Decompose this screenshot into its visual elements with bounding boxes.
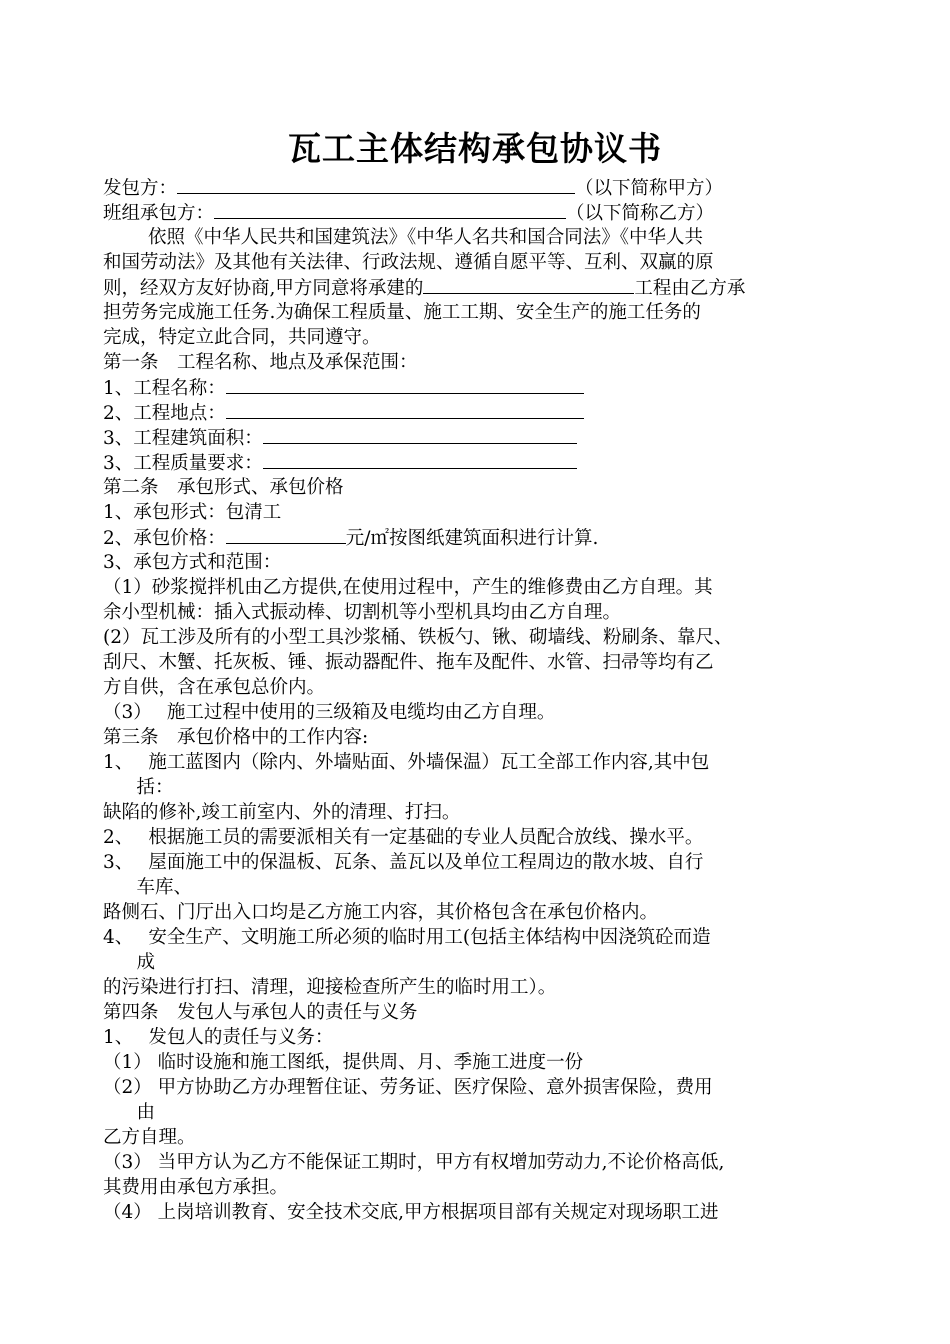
text-line: 的污染进行打扫、清理，迎接检查所产生的临时用工）。 — [103, 977, 557, 998]
text-line: 刮尺、木蟹、托灰板、锤、振动器配件、拖车及配件、水管、扫帚等均有乙 — [103, 652, 714, 673]
party-b-line — [103, 200, 714, 226]
intro-line: 完成，特定立此合同，共同遵守。 — [103, 327, 381, 348]
text-line: （1） 临时设施和施工图纸，提供周、月、季施工进度一份 — [103, 1052, 584, 1073]
text-line: 车库、 — [118, 877, 193, 898]
text-line: 缺陷的修补,竣工前室内、外的清理、打扫。 — [103, 802, 461, 823]
field-label: 2、工程地点： — [103, 403, 226, 424]
text-line: （2） 甲方协助乙方办理暂住证、劳务证、医疗保险、意外损害保险，费用 — [103, 1077, 713, 1098]
text-line: 其费用由承包方承担。 — [103, 1177, 289, 1198]
field-label: 3、工程建筑面积： — [103, 428, 263, 449]
unit-price-blank[interactable] — [226, 525, 346, 544]
text-line: 2、 根据施工员的需要派相关有一定基础的专业人员配合放线、操水平。 — [103, 827, 704, 848]
quality-requirement-blank[interactable] — [263, 450, 577, 469]
field-line — [103, 425, 577, 451]
field-label: 3、工程质量要求： — [103, 453, 263, 474]
field-line — [103, 525, 598, 551]
text-line: 方自供，含在承包总价内。 — [103, 677, 326, 698]
text-line: 路侧石、门厅出入口均是乙方施工内容，其价格包含在承包价格内。 — [103, 902, 659, 923]
text-line: （3） 当甲方认为乙方不能保证工期时，甲方有权增加劳动力,不论价格高低, — [103, 1152, 725, 1173]
party-b-suffix: （以下简称乙方） — [566, 203, 715, 224]
intro-line: 和国劳动法》及其他有关法律、行政法规、遵循自愿平等、互利、双赢的原 — [103, 252, 714, 273]
text-line: 1、 发包人的责任与义务： — [103, 1027, 334, 1048]
party-a-label: 发包方： — [103, 178, 178, 199]
document-title: 瓦工主体结构承包协议书 — [288, 129, 662, 168]
party-a-blank[interactable] — [177, 175, 575, 194]
text-line: 括： — [118, 777, 174, 798]
project-location-blank[interactable] — [226, 400, 584, 419]
party-b-label: 班组承包方： — [103, 203, 215, 224]
text-line: 由 — [118, 1102, 156, 1123]
text-line: 4、 安全生产、文明施工所必须的临时用工(包括主体结构中因浇筑砼而造 — [103, 927, 711, 948]
field-line — [103, 400, 584, 426]
field-label: 2、承包价格： — [103, 528, 226, 549]
text-line: 余小型机械：插入式振动棒、切割机等小型机具均由乙方自理。 — [103, 602, 622, 623]
party-a-line — [103, 175, 723, 201]
intro-text: 工程由乙方承 — [634, 278, 746, 299]
article-heading: 第二条 承包形式、承包价格 — [103, 477, 344, 498]
text-line: 乙方自理。 — [103, 1127, 196, 1148]
party-a-suffix: （以下简称甲方） — [575, 178, 724, 199]
field-suffix: 元/㎡按图纸建筑面积进行计算. — [345, 528, 599, 549]
field-label: 1、工程名称： — [103, 378, 226, 399]
party-b-blank[interactable] — [214, 200, 566, 219]
text-line: （1）砂浆搅拌机由乙方提供,在使用过程中，产生的维修费由乙方自理。其 — [103, 577, 713, 598]
field-line — [103, 450, 577, 476]
text-line: 3、承包方式和范围： — [103, 552, 282, 573]
text-line: (2）瓦工涉及所有的小型工具沙浆桶、铁板勺、锹、砌墙线、粉刷条、靠尺、 — [103, 627, 733, 648]
intro-line: 担劳务完成施工任务.为确保工程质量、施工工期、安全生产的施工任务的 — [103, 302, 701, 323]
intro-line — [103, 275, 745, 301]
article-heading: 第四条 发包人与承包人的责任与义务 — [103, 1002, 418, 1023]
text-line: 3、 屋面施工中的保温板、瓦条、盖瓦以及单位工程周边的散水坡、自行 — [103, 852, 704, 873]
article-heading: 第一条 工程名称、地点及承保范围： — [103, 352, 418, 373]
project-blank[interactable] — [423, 275, 634, 294]
field-line — [103, 375, 584, 401]
floor-area-blank[interactable] — [263, 425, 577, 444]
project-name-blank[interactable] — [226, 375, 584, 394]
text-line: 1、 施工蓝图内（除内、外墙贴面、外墙保温）瓦工全部工作内容,其中包 — [103, 752, 710, 773]
article-heading: 第三条 承包价格中的工作内容: — [103, 727, 369, 748]
text-line: （3） 施工过程中使用的三级箱及电缆均由乙方自理。 — [103, 702, 556, 723]
intro-line: 依照《中华人民共和国建筑法》《中华人名共和国合同法》《中华人共 — [148, 227, 704, 248]
text-line: 成 — [118, 952, 156, 973]
text-line: 1、承包形式：包清工 — [103, 502, 282, 523]
text-line: （4） 上岗培训教育、安全技术交底,甲方根据项目部有关规定对现场职工进 — [103, 1202, 719, 1223]
intro-text: 则，经双方友好协商,甲方同意将承建的 — [103, 278, 424, 299]
